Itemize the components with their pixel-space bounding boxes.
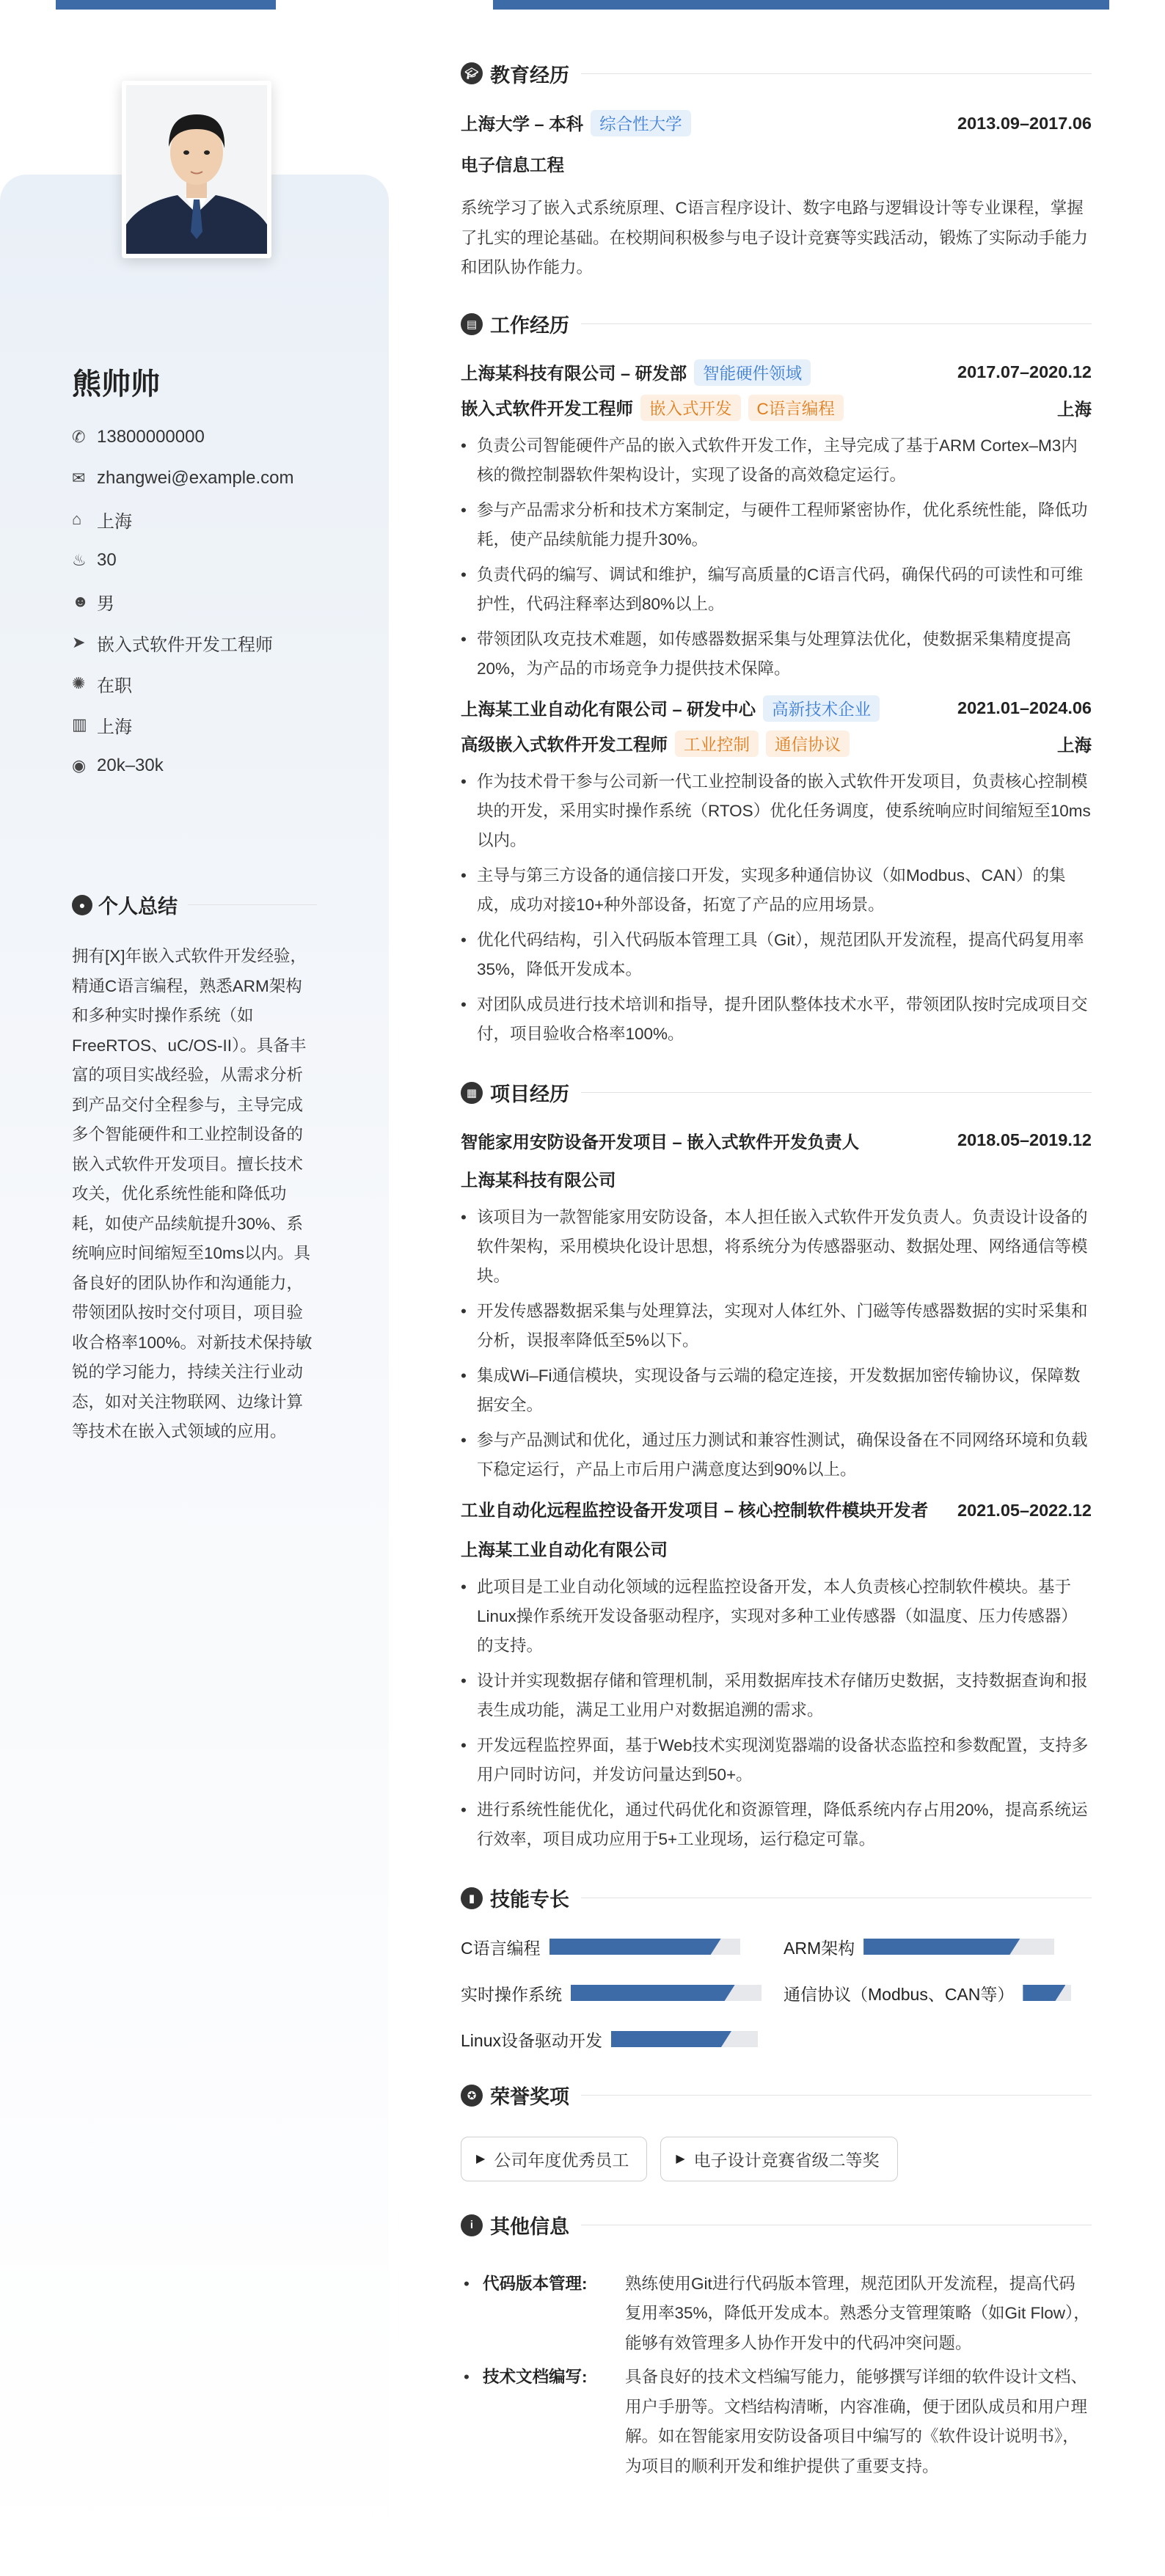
job-bullet: • 负责代码的编写、调试和维护，编写高质量的C语言代码，确保代码的可读性和可维护性，代码注释率达到80%以上。 [461, 560, 1092, 619]
job-position: 嵌入式软件开发工程师 [461, 398, 633, 418]
job-skill-tag: 通信协议 [766, 731, 850, 757]
skill-name: C语言编程 [461, 1938, 541, 1958]
skills-title: 技能专长 [490, 1889, 569, 1911]
project-bullet: • 进行系统性能优化，通过代码优化和资源管理，降低系统内存占用20%，提高系统运行效率，项目成功应用于5+工业现场，运行稳定可靠。 [461, 1796, 1092, 1854]
gender-value: 男 [97, 593, 114, 614]
job-position: 高级嵌入式软件开发工程师 [461, 734, 668, 754]
salary-icon: ◉ [72, 756, 87, 775]
project-bullet: • 开发远程监控界面，基于Web技术实现浏览器端的设备状态监控和参数配置，支持多用户同时访问，并发访问量达到50+。 [461, 1731, 1092, 1790]
job-skill-tag: 工业控制 [675, 731, 759, 757]
other-info-value: 熟练使用Git进行代码版本管理，规范团队开发流程，提高代码复用率35%，降低开发成本。熟悉分支管理策略（如Git Flow），能够有效管理多人协作开发中的代码冲突问题。 [625, 2274, 1090, 2352]
project-header-row [461, 1496, 1092, 1524]
info-location [72, 499, 294, 540]
project-company: 上海某工业自动化有限公司 [461, 1540, 668, 1559]
job-header-row [461, 359, 1092, 386]
job-bullets [461, 431, 1092, 684]
info-icon: i [461, 2214, 483, 2236]
skill-name: 通信协议（Modbus、CAN等） [784, 1984, 1015, 2004]
honor-label: 电子设计竞赛省级二等奖 [693, 2150, 880, 2170]
project-bullet: • 设计并实现数据存储和管理机制，采用数据库技术存储历史数据，支持数据查询和报表生成功能，满足工业用户对数据追溯的需求。 [461, 1666, 1092, 1725]
briefcase-icon: ▤ [461, 313, 483, 335]
projects-heading [461, 1078, 1092, 1108]
main-content [461, 59, 1092, 2486]
job-location: 上海 [1057, 735, 1092, 755]
bullet-dot: • [464, 2274, 470, 2293]
job-company-wrap [461, 359, 811, 386]
job-bullet: • 优化代码结构，引入代码版本管理工具（Git），规范团队开发流程，提高代码复用率35%，降低开发成本。 [461, 926, 1092, 984]
divider [188, 904, 317, 905]
project-bullet: • 参与产品测试和优化，通过压力测试和兼容性测试，确保设备在不同网络环境和负载下稳定运行，产品上市后用户满意度达到90%以上。 [461, 1426, 1092, 1485]
job-position-wrap [461, 395, 844, 421]
education-date: 2013.09–2017.06 [957, 113, 1092, 133]
skills-grid [461, 1935, 1092, 2052]
skill-bar-fill [571, 1985, 735, 2001]
other-title: 其他信息 [490, 2216, 569, 2238]
send-icon: ➤ [72, 633, 86, 651]
job-company-wrap [461, 695, 880, 722]
other-info-value: 具备良好的技术文档编写能力，能够撰写详细的软件设计文档、用户手册等。文档结构清晰，内容准确，便于团队成员和用户理解。如在智能家用安防设备项目中编写的《软件设计说明书》，为项目的顺利开发和维护提供了重要支持。 [625, 2368, 1088, 2476]
work-title: 工作经历 [490, 315, 569, 337]
project-name: 智能家用安防设备开发项目 – 嵌入式软件开发负责人 [461, 1132, 860, 1152]
other-info-item [461, 2363, 1092, 2481]
education-desc: 系统学习了嵌入式系统原理、C语言程序设计、数字电路与逻辑设计等专业课程，掌握了扎实的理论基础。在校期间积极参与电子设计竞赛等实践活动，锻炼了实际动手能力和团队协作能力。 [461, 199, 1089, 277]
building-icon: ▥ [72, 715, 87, 733]
phone-value: 13800000000 [97, 427, 205, 447]
education-major: 电子信息工程 [461, 155, 564, 175]
skill-bar [549, 1939, 740, 1955]
skill-name: Linux设备驱动开发 [461, 2030, 602, 2050]
avatar [122, 81, 271, 258]
job-target-value: 嵌入式软件开发工程师 [97, 634, 273, 655]
person-icon: ● [72, 895, 92, 915]
salary-value: 20k–30k [97, 755, 164, 775]
honor-label: 公司年度优秀员工 [494, 2150, 629, 2170]
job-industry-tag: 智能硬件领域 [694, 359, 811, 386]
chart-icon: ▮ [461, 1887, 483, 1909]
other-info-key: 技术文档编写: [483, 2368, 588, 2386]
skill-bar [863, 1939, 1054, 1955]
skill-name: ARM架构 [784, 1938, 855, 1958]
skill-bar-fill [1023, 1985, 1065, 2001]
job-position-row [461, 731, 1092, 757]
education-header-row [461, 110, 1092, 136]
education-school: 上海大学 – 本科 [461, 114, 584, 133]
gender-icon: ☻ [72, 592, 90, 610]
divider [581, 323, 1092, 324]
project-bullets [461, 1203, 1092, 1485]
project-bullet: • 此项目是工业自动化领域的远程监控设备开发，本人负责核心控制软件模块。基于Linux操作系统开发设备驱动程序，实现对多种工业传感器（如温度、压力传感器）的支持。 [461, 1573, 1092, 1661]
contact-info-list [72, 417, 294, 786]
project-date: 2021.05–2022.12 [957, 1500, 1092, 1520]
skill-item [784, 1981, 1092, 2005]
honors-heading [461, 2081, 1092, 2110]
skill-bar-fill [863, 1939, 1020, 1955]
skill-item [784, 1935, 1092, 1959]
job-skill-tag: 嵌入式开发 [640, 395, 741, 421]
skill-bar-fill [549, 1939, 721, 1955]
other-info-item [461, 2269, 1092, 2359]
play-icon: ▶ [476, 2153, 486, 2165]
project-date: 2018.05–2019.12 [957, 1130, 1092, 1149]
job-bullet: • 对团队成员进行技术培训和指导，提升团队整体技术水平，带领团队按时完成项目交付，项目验收合格率100%。 [461, 990, 1092, 1049]
info-phone [72, 417, 294, 458]
summary-heading [72, 890, 317, 919]
skill-bar [611, 2031, 758, 2047]
job-bullet: • 参与产品需求分析和技术方案制定，与硬件工程师紧密协作，优化系统性能，降低功耗，使产品续航能力提升30%。 [461, 496, 1092, 555]
summary-title: 个人总结 [98, 896, 178, 918]
job-date: 2021.01–2024.06 [957, 698, 1092, 717]
phone-icon: ✆ [72, 428, 86, 446]
skill-item [461, 1981, 784, 2005]
project-bullet: • 集成Wi–Fi通信模块，实现设备与云端的稳定连接，开发数据加密传输协议，保障数据安全。 [461, 1361, 1092, 1420]
info-salary [72, 745, 294, 786]
job-bullet: • 负责公司智能硬件产品的嵌入式软件开发工作，主导完成了基于ARM Cortex–M3内核的微控制器软件架构设计，实现了设备的高效稳定运行。 [461, 431, 1092, 490]
education-tag: 综合性大学 [591, 110, 691, 136]
honors-list [461, 2137, 1092, 2181]
graduation-cap-icon: 🎓︎ [461, 62, 483, 84]
skill-name: 实时操作系统 [461, 1984, 562, 2004]
info-age [72, 540, 294, 581]
job-company: 上海某科技有限公司 – 研发部 [461, 363, 687, 383]
job-position-row [461, 395, 1092, 421]
project-bullet: • 开发传感器数据采集与处理算法，实现对人体红外、门磁等传感器数据的实时采集和分析，误报率降低至5%以下。 [461, 1297, 1092, 1355]
skill-bar [1023, 1985, 1071, 2001]
job-bullets [461, 767, 1092, 1049]
job-bullet: • 作为技术骨干参与公司新一代工业控制设备的嵌入式软件开发项目，负责核心控制模块的开发，采用实时操作系统（RTOS）优化任务调度，使系统响应时间缩短至10ms以内。 [461, 767, 1092, 855]
job-header-row [461, 695, 1092, 722]
job-date: 2017.07–2020.12 [957, 362, 1092, 381]
mail-icon: ✉ [72, 469, 86, 487]
divider [581, 1092, 1092, 1093]
other-info-key: 代码版本管理: [483, 2274, 588, 2293]
skill-bar [571, 1985, 762, 2001]
profile-photo [126, 85, 267, 254]
info-city [72, 704, 294, 745]
top-accent-bar-left [56, 0, 276, 10]
project-entry [461, 1128, 1092, 1485]
projects-title: 项目经历 [490, 1083, 569, 1105]
info-job-target [72, 622, 294, 663]
honor-item [660, 2137, 897, 2181]
candidate-name: 熊帅帅 [72, 368, 160, 400]
job-bullet: • 带领团队攻克技术难题，如传感器数据采集与处理算法优化，使数据采集精度提高20%，为产品的市场竞争力提供技术保障。 [461, 625, 1092, 684]
honors-title: 荣誉奖项 [490, 2086, 569, 2108]
project-bullet: • 该项目为一款智能家用安防设备，本人担任嵌入式软件开发负责人。负责设计设备的软件架构，采用模块化设计思想，将系统分为传感器驱动、数据处理、网络通信等模块。 [461, 1203, 1092, 1291]
project-company: 上海某科技有限公司 [461, 1170, 616, 1190]
honor-item [461, 2137, 647, 2181]
top-accent-bar-right [493, 0, 1109, 10]
divider [581, 2095, 1092, 2096]
education-title: 教育经历 [490, 64, 569, 87]
home-icon: ⌂ [72, 510, 82, 528]
play-icon: ▶ [676, 2153, 685, 2165]
info-status [72, 663, 294, 704]
education-school-wrap [461, 110, 691, 136]
project-header-row [461, 1128, 1092, 1153]
info-email [72, 458, 294, 499]
work-heading [461, 310, 1092, 339]
summary-text: 拥有[X]年嵌入式软件开发经验，精通C语言编程，熟悉ARM架构和多种实时操作系统（如FreeRTOS、uC/OS-II）。具备丰富的项目实战经验，从需求分析到产品交付全程参与，主导完成多个智能硬件和工业控制设备的嵌入式软件开发项目。擅长技术攻关，优化系统性能和降低功耗，如使产品续航提升30%、系统响应时间缩短至10ms以内。具备良好的团队协作和沟通能力，带领团队按时交付项目，项目验收合格率100%。对新技术保持敏锐的学习能力，持续关注行业动态，如对关注物联网、边缘计算等技术在嵌入式领域的应用。 [72, 947, 313, 1441]
job-skill-tag: C语言编程 [748, 395, 844, 421]
job-industry-tag: 高新技术企业 [763, 695, 880, 722]
divider [581, 73, 1092, 74]
project-bullets [461, 1573, 1092, 1854]
job-entry [461, 695, 1092, 1049]
bullet-dot: • [464, 2368, 470, 2386]
skill-item [461, 2027, 784, 2052]
project-entry [461, 1496, 1092, 1854]
other-info-list [461, 2269, 1092, 2482]
skill-item [461, 1935, 784, 1959]
job-company: 上海某工业自动化有限公司 – 研发中心 [461, 699, 756, 719]
status-icon: ✺ [72, 674, 86, 692]
age-icon: ♨ [72, 551, 87, 569]
job-location: 上海 [1057, 399, 1092, 419]
status-value: 在职 [97, 676, 132, 696]
location-value: 上海 [97, 511, 132, 532]
education-heading [461, 59, 1092, 88]
grid-icon: ▦ [461, 1082, 483, 1104]
city-value: 上海 [97, 717, 132, 737]
skill-bar-fill [611, 2031, 731, 2047]
age-value: 30 [97, 550, 117, 570]
award-icon: ✪ [461, 2085, 483, 2107]
job-entry [461, 359, 1092, 684]
skills-heading [461, 1884, 1092, 1913]
job-position-wrap [461, 731, 850, 757]
other-heading [461, 2211, 1092, 2240]
job-bullet: • 主导与第三方设备的通信接口开发，实现多种通信协议（如Modbus、CAN）的集成，成功对接10+种外部设备，拓宽了产品的应用场景。 [461, 861, 1092, 920]
project-name: 工业自动化远程监控设备开发项目 – 核心控制软件模块开发者 [461, 1500, 929, 1520]
info-gender [72, 581, 294, 622]
email-value: zhangwei@example.com [97, 468, 294, 488]
